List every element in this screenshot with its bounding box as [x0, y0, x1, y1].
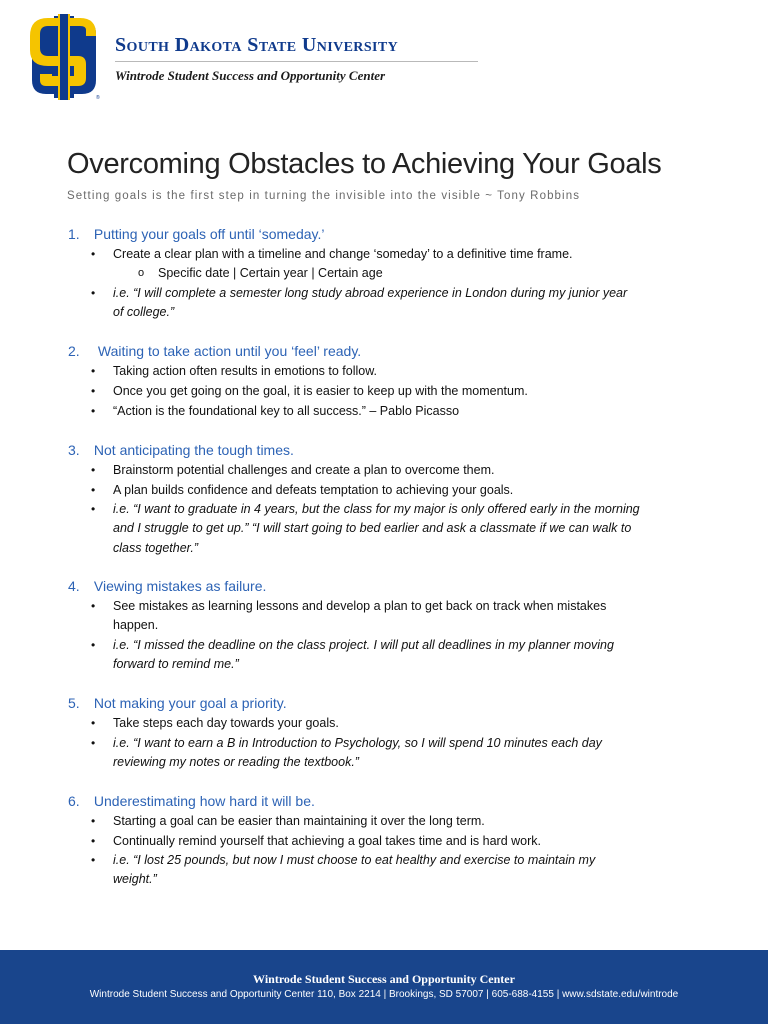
list-item: Take steps each day towards your goals.: [113, 716, 339, 730]
list-item-continuation: weight.”: [113, 872, 157, 886]
section-heading-text: Underestimating how hard it will be.: [93, 793, 315, 809]
list-item: i.e. “I will complete a semester long study abroad experience in London during my junior year: [113, 286, 628, 300]
section-heading-1: [68, 226, 325, 242]
list-item: i.e. “I want to earn a B in Introduction to Psychology, so I will spend 10 minutes each day: [113, 736, 602, 750]
bullet-icon: •: [91, 286, 96, 300]
bullet-icon: •: [91, 814, 96, 828]
list-item-continuation: happen.: [113, 618, 159, 632]
list-item: i.e. “I lost 25 pounds, but now I must choose to eat healthy and exercise to maintain my: [113, 853, 596, 867]
section-heading-4: [68, 578, 266, 594]
list-item-continuation: reviewing my notes or reading the textbook.”: [113, 755, 359, 769]
list-item-continuation: and I struggle to get up.” “I will start going to bed earlier and ask a classmate if we can walk to: [113, 521, 632, 535]
bullet-icon: •: [91, 853, 96, 867]
list-item: Brainstorm potential challenges and create a plan to overcome them.: [113, 463, 495, 477]
section-number: 3.: [68, 442, 80, 458]
header-divider: [115, 61, 478, 62]
list-item: Create a clear plan with a timeline and change ‘someday’ to a definitive time frame.: [113, 247, 573, 261]
list-item: See mistakes as learning lessons and develop a plan to get back on track when mistakes: [113, 599, 607, 613]
section-heading-6: [68, 793, 315, 809]
sdsu-monogram-logo-icon: [26, 14, 102, 100]
section-heading-text: Not making your goal a priority.: [93, 695, 287, 711]
bullet-icon: •: [91, 736, 96, 750]
section-heading-5: [68, 695, 287, 711]
section-heading-2: [68, 343, 361, 359]
list-item: “Action is the foundational key to all success.” – Pablo Picasso: [113, 404, 460, 418]
section-number: 6.: [68, 793, 80, 809]
university-name: South Dakota State University: [115, 34, 399, 56]
list-item-continuation: of college.”: [113, 305, 175, 319]
svg-text:®: ®: [96, 95, 100, 100]
list-item: Continually remind yourself that achieving a goal takes time and is hard work.: [113, 834, 541, 848]
bullet-icon: •: [91, 463, 96, 477]
sub-list-item: Specific date | Certain year | Certain age: [158, 266, 383, 280]
sub-bullet-icon: o: [138, 267, 145, 279]
bullet-icon: •: [91, 502, 96, 516]
bullet-icon: •: [91, 404, 96, 418]
bullet-icon: •: [91, 364, 96, 378]
bullet-icon: •: [91, 834, 96, 848]
section-number: 5.: [68, 695, 80, 711]
footer-contact-info: Wintrode Student Success and Opportunity Center 110, Box 2214 | Brookings, SD 57007 | 605-688-4155 | www.sdstate.edu/wintrode: [89, 989, 679, 1000]
section-number: 1.: [68, 226, 80, 242]
section-heading-text: Not anticipating the tough times.: [93, 442, 294, 458]
list-item: Taking action often results in emotions to follow.: [113, 364, 378, 378]
list-item-continuation: forward to remind me.”: [113, 657, 239, 671]
bullet-icon: •: [91, 638, 96, 652]
footer-title: Wintrode Student Success and Opportunity Center: [253, 972, 515, 986]
page-title: Overcoming Obstacles to Achieving Your Goals: [67, 148, 662, 180]
section-number: 4.: [68, 578, 80, 594]
quote: Setting goals is the first step in turning the invisible into the visible ~ Tony Robbins: [67, 190, 581, 202]
list-item-continuation: class together.”: [113, 541, 198, 555]
list-item: i.e. “I missed the deadline on the class project. I will put all deadlines in my planner moving: [113, 638, 614, 652]
list-item: i.e. “I want to graduate in 4 years, but the class for my major is only offered early in the morning: [113, 502, 640, 516]
bullet-icon: •: [91, 716, 96, 730]
list-item: Starting a goal can be easier than maintaining it over the long term.: [113, 814, 485, 828]
section-heading-text: Waiting to take action until you ‘feel’ ready.: [97, 343, 362, 359]
bullet-icon: •: [91, 247, 96, 261]
bullet-icon: •: [91, 483, 96, 497]
section-heading-text: Viewing mistakes as failure.: [93, 578, 267, 594]
section-heading-3: [68, 442, 294, 458]
bullet-icon: •: [91, 384, 96, 398]
bullet-icon: •: [91, 599, 96, 613]
section-number: 2.: [68, 343, 80, 359]
footer-bar: [0, 950, 768, 1024]
list-item: A plan builds confidence and defeats temptation to achieving your goals.: [113, 483, 514, 497]
list-item: Once you get going on the goal, it is easier to keep up with the momentum.: [113, 384, 528, 398]
center-name: Wintrode Student Success and Opportunity Center: [115, 68, 386, 83]
section-heading-text: Putting your goals off until ‘someday.’: [93, 226, 325, 242]
